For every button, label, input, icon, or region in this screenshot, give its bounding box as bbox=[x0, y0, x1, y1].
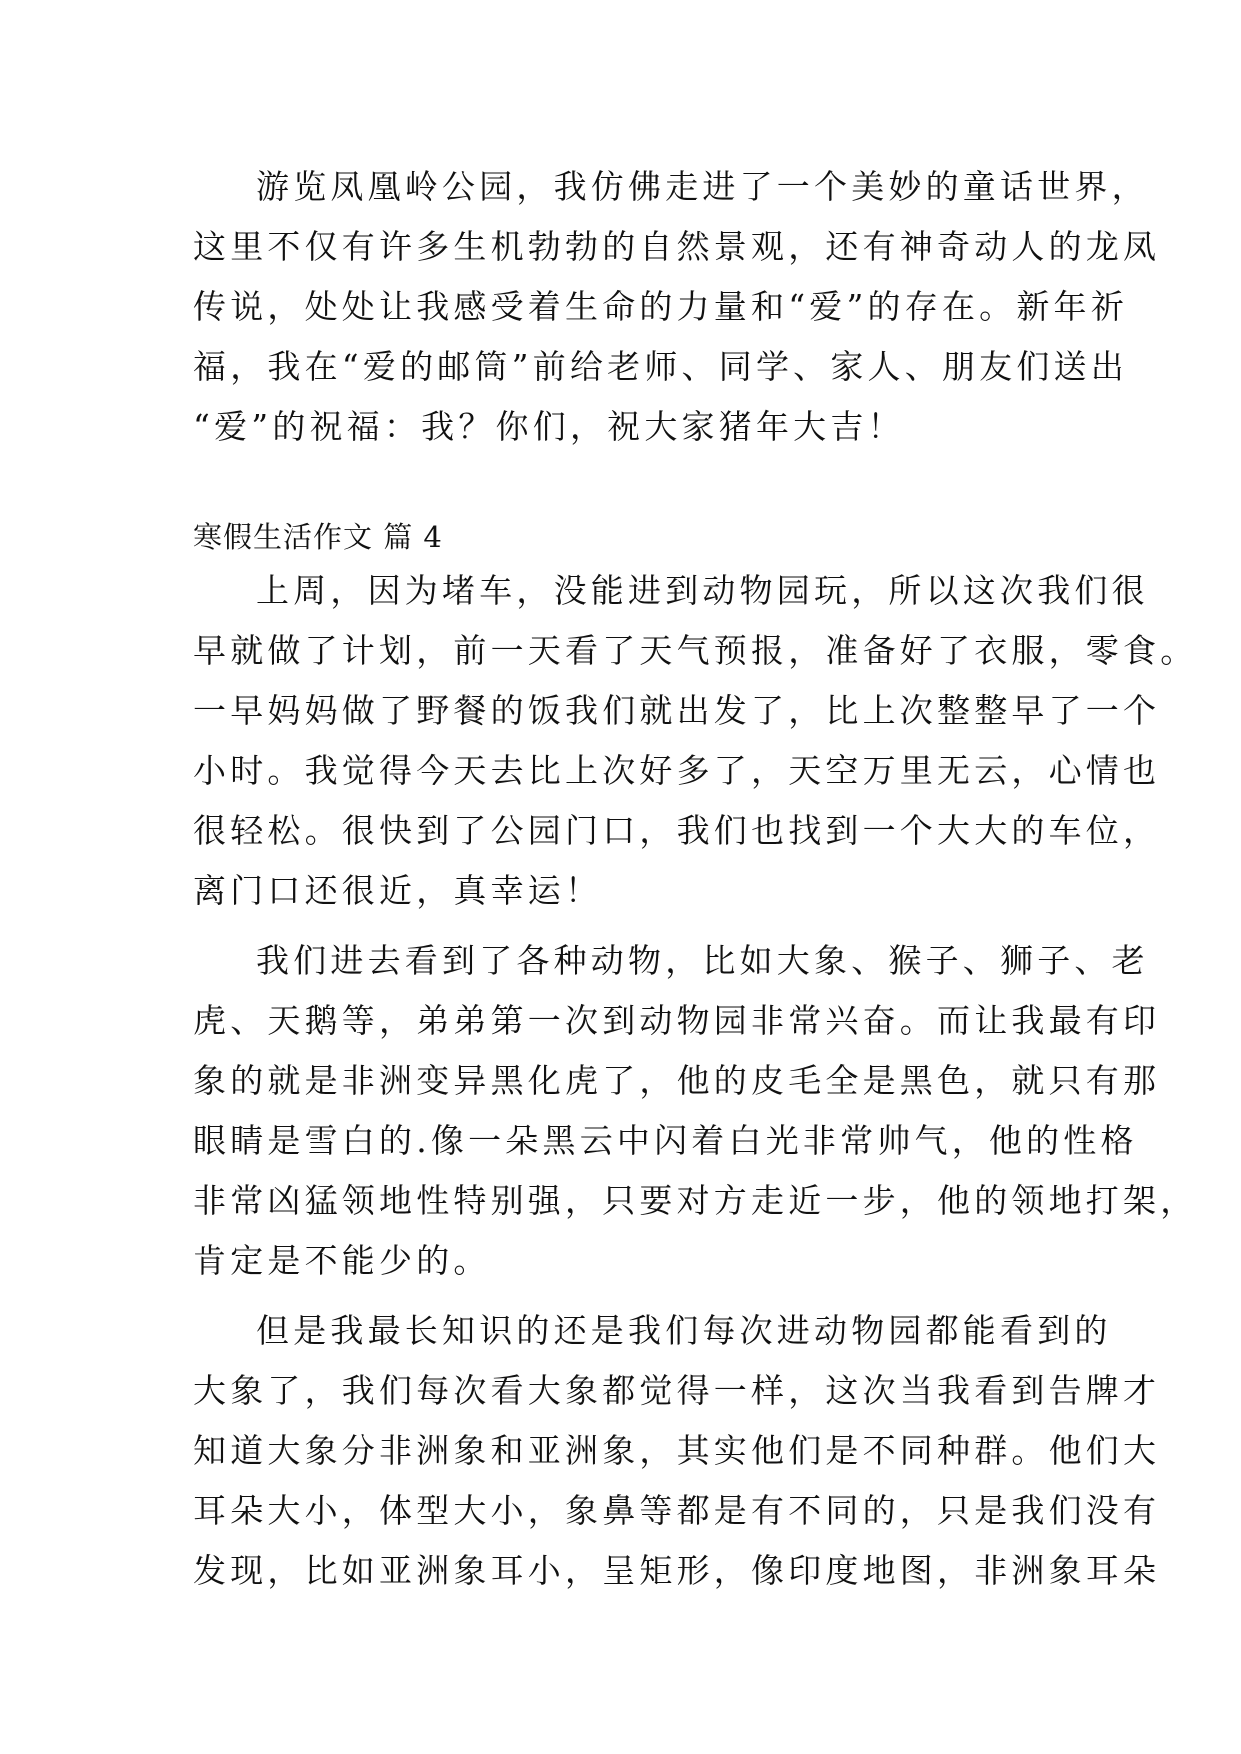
text-line: 小时。我觉得今天去比上次好多了，天空万里无云，心情也 bbox=[193, 751, 1161, 790]
text-line: 虎、天鹅等，弟弟第一次到动物园非常兴奋。而让我最有印 bbox=[193, 1001, 1161, 1040]
section-heading: 寒假生活作文 篇 4 bbox=[193, 520, 443, 554]
text-line: “爱”的祝福：我？你们，祝大家猪年大吉！ bbox=[193, 407, 905, 446]
text-line: 离门口还很近，真幸运！ bbox=[193, 871, 603, 910]
text-line: 上周，因为堵车，没能进到动物园玩，所以这次我们很 bbox=[256, 571, 1149, 610]
text-line: 知道大象分非洲象和亚洲象，其实他们是不同种群。他们大 bbox=[193, 1431, 1161, 1470]
text-line: 我们进去看到了各种动物，比如大象、猴子、狮子、老 bbox=[256, 941, 1149, 980]
text-line: 游览凤凰岭公园，我仿佛走进了一个美妙的童话世界， bbox=[256, 167, 1149, 206]
text-line: 大象了，我们每次看大象都觉得一样，这次当我看到告牌才 bbox=[193, 1371, 1161, 1410]
text-line: 象的就是非洲变异黑化虎了，他的皮毛全是黑色，就只有那 bbox=[193, 1061, 1161, 1100]
text-line: 肯定是不能少的。 bbox=[193, 1241, 491, 1280]
text-line: 福，我在“爱的邮筒”前给老师、同学、家人、朋友们送出 bbox=[193, 347, 1128, 386]
text-line: 很轻松。很快到了公园门口，我们也找到一个大大的车位， bbox=[193, 811, 1161, 850]
text-line: 眼睛是雪白的.像一朵黑云中闪着白光非常帅气，他的性格 bbox=[193, 1121, 1138, 1160]
text-line: 这里不仅有许多生机勃勃的自然景观，还有神奇动人的龙凤 bbox=[193, 227, 1161, 266]
text-line: 非常凶猛领地性特别强，只要对方走近一步，他的领地打架， bbox=[193, 1181, 1198, 1220]
text-line: 发现，比如亚洲象耳小，呈矩形，像印度地图，非洲象耳朵 bbox=[193, 1551, 1161, 1590]
text-line: 早就做了计划，前一天看了天气预报，准备好了衣服，零食。 bbox=[193, 631, 1198, 670]
text-line: 耳朵大小，体型大小，象鼻等都是有不同的，只是我们没有 bbox=[193, 1491, 1161, 1530]
text-line: 一早妈妈做了野餐的饭我们就出发了，比上次整整早了一个 bbox=[193, 691, 1161, 730]
text-line: 传说，处处让我感受着生命的力量和“爱”的存在。新年祈 bbox=[193, 287, 1128, 326]
text-line: 但是我最长知识的还是我们每次进动物园都能看到的 bbox=[256, 1311, 1112, 1350]
